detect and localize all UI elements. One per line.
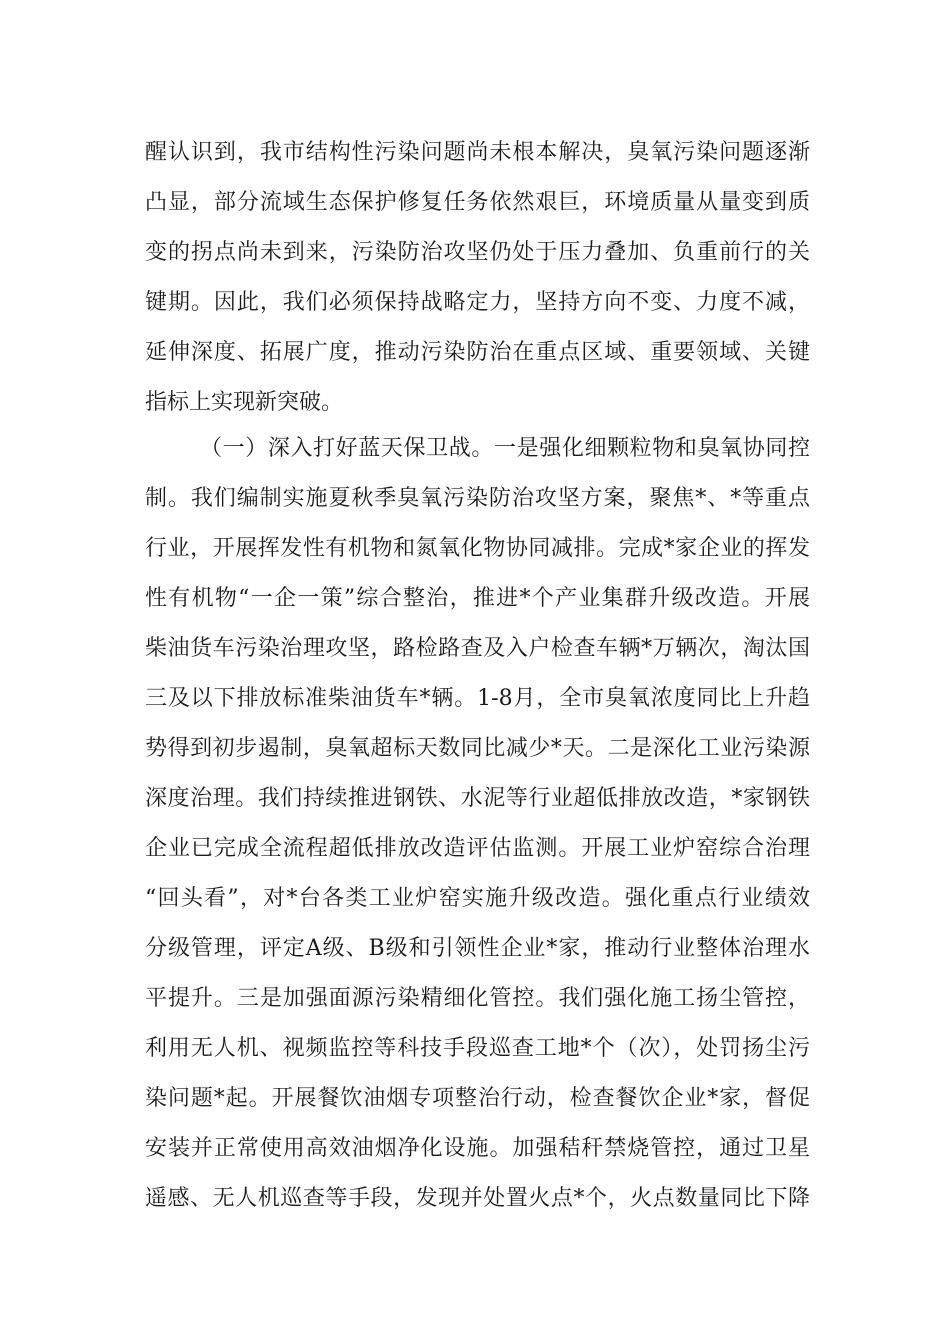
- text-line: 三及以下排放标准柴油货车*辆。1-8月，全市臭氧浓度同比上升趋: [145, 686, 810, 711]
- text-line: 染问题*起。开展餐饮油烟专项整治行动，检查餐饮企业*家，督促: [145, 1086, 810, 1111]
- text-line: 凸显，部分流域生态保护修复任务依然艰巨，环境质量从量变到质: [145, 190, 810, 215]
- text-line: 行业，开展挥发性有机物和氮氧化物协同减排。完成*家企业的挥发: [145, 536, 810, 561]
- text-line: 键期。因此，我们必须保持战略定力，坚持方向不变、力度不减，: [145, 290, 810, 315]
- text-line: 性有机物“一企一策”综合整治，推进*个产业集群升级改造。开展: [145, 586, 810, 611]
- text-line: 深度治理。我们持续推进钢铁、水泥等行业超低排放改造，*家钢铁: [145, 786, 810, 811]
- text-line: 延伸深度、拓展广度，推动污染防治在重点区域、重要领域、关键: [145, 340, 810, 365]
- text-line: 分级管理，评定A级、B级和引领性企业*家，推动行业整体治理水: [145, 936, 810, 961]
- text-line: 利用无人机、视频监控等科技手段巡查工地*个（次），处罚扬尘污: [145, 1036, 810, 1061]
- text-line: “回头看”，对*台各类工业炉窑实施升级改造。强化重点行业绩效: [145, 886, 810, 911]
- text-line: 柴油货车污染治理攻坚，路检路查及入户检查车辆*万辆次，淘汰国: [145, 636, 810, 661]
- paragraph-heading-line: （一）深入打好蓝天保卫战。一是强化细颗粒物和臭氧协同控: [200, 436, 810, 461]
- text-line: 安装并正常使用高效油烟净化设施。加强秸秆禁烧管控，通过卫星: [145, 1136, 810, 1161]
- text-line: 制。我们编制实施夏秋季臭氧污染防治攻坚方案，聚焦*、*等重点: [145, 486, 810, 511]
- text-line: 势得到初步遏制，臭氧超标天数同比减少*天。二是深化工业污染源: [145, 736, 810, 761]
- text-line: 企业已完成全流程超低排放改造评估监测。开展工业炉窑综合治理: [145, 836, 810, 861]
- text-line: 指标上实现新突破。: [145, 390, 344, 415]
- text-line: 遥感、无人机巡查等手段，发现并处置火点*个，火点数量同比下降: [145, 1186, 810, 1211]
- text-line: 变的拐点尚未到来，污染防治攻坚仍处于压力叠加、负重前行的关: [145, 240, 810, 265]
- text-line: 平提升。三是加强面源污染精细化管控。我们强化施工扬尘管控，: [145, 986, 810, 1011]
- text-line: 醒认识到，我市结构性污染问题尚未根本解决，臭氧污染问题逐渐: [145, 140, 810, 165]
